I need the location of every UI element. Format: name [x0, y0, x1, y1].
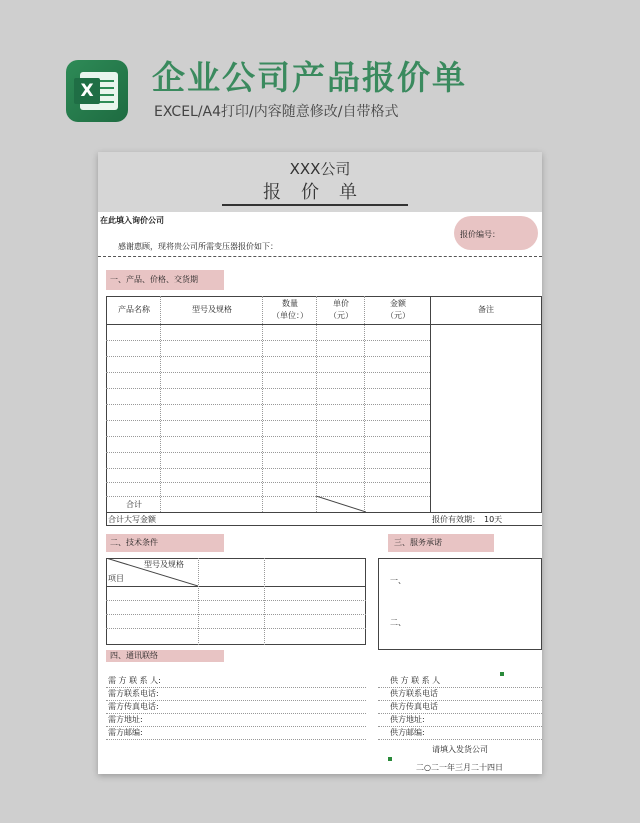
- row-line: [106, 452, 430, 453]
- column-separator: [198, 558, 199, 645]
- header-unit-price-unit: （元）: [329, 311, 353, 320]
- document-title: 报价单: [263, 182, 377, 203]
- section2-title: 二、技术条件: [110, 538, 158, 547]
- banner-title: 企业公司产品报价单: [152, 58, 467, 97]
- quote-number-label: 报价编号：: [460, 230, 500, 239]
- supplier-phone: 供方联系电话: [390, 689, 438, 698]
- table-border: [106, 586, 366, 587]
- row-line: [106, 372, 430, 373]
- row-line: [106, 356, 430, 357]
- service-box: [378, 558, 542, 650]
- section1-title: 一、产品、价格、交货期: [110, 275, 198, 284]
- row-line: [106, 388, 430, 389]
- total-label: 合计: [126, 500, 142, 509]
- row-line: [378, 700, 542, 701]
- row-line: [106, 436, 430, 437]
- section3-title: 三、服务承诺: [394, 538, 442, 547]
- service-item: 二、: [390, 618, 406, 627]
- buyer-fax: 需方传真电话:: [108, 702, 159, 711]
- company-name: XXX公司: [289, 160, 351, 178]
- title-underline: [222, 204, 408, 206]
- tech-header-item: 项目: [108, 574, 124, 583]
- section4-title: 四、通讯联络: [110, 651, 158, 660]
- divider: [98, 256, 542, 257]
- header-product-name: 产品名称: [118, 305, 150, 314]
- table-border: [106, 512, 542, 513]
- footer-company: 请填入发货公司: [432, 745, 488, 754]
- supplier-fax: 供方传真电话: [390, 702, 438, 711]
- service-item: 一、: [390, 576, 406, 585]
- row-line: [106, 420, 430, 421]
- validity-label: 报价有效期：: [432, 515, 480, 524]
- row-line: [106, 340, 430, 341]
- buyer-postcode: 需方邮编:: [108, 728, 143, 737]
- excel-logo-icon: [66, 60, 128, 122]
- table-border: [106, 324, 542, 325]
- header-unit-price: 单价: [333, 299, 349, 308]
- table-border: [106, 525, 542, 526]
- excel-badge: X: [74, 78, 100, 104]
- document-header: [98, 152, 542, 212]
- cell-marker: [388, 757, 392, 761]
- header-amount: 金额: [390, 299, 406, 308]
- header-amount-unit: （元）: [386, 311, 410, 320]
- row-line: [106, 600, 366, 601]
- total-diagonal: [316, 496, 366, 512]
- row-line: [106, 700, 366, 701]
- supplier-contact: 供 方 联 系 人: [390, 676, 441, 685]
- table-border: [106, 296, 107, 525]
- row-line: [106, 713, 366, 714]
- thanks-text: 感谢惠顾，现将贵公司所需变压器报价如下：: [118, 242, 278, 251]
- row-line: [378, 726, 542, 727]
- cell-marker: [500, 672, 504, 676]
- header-quantity: 数量: [282, 299, 298, 308]
- row-line: [106, 614, 366, 615]
- buyer-address: 需方地址:: [108, 715, 143, 724]
- supplier-address: 供方地址:: [390, 715, 425, 724]
- header-quantity-unit: （单位：）: [272, 311, 308, 320]
- banner-subtitle: EXCEL/A4打印/内容随意修改/自带格式: [154, 104, 399, 120]
- total-upper-amount-label: 合计大写金额: [108, 515, 156, 524]
- row-line: [106, 739, 366, 740]
- row-line: [106, 468, 430, 469]
- quotation-document: [98, 152, 542, 774]
- row-line: [106, 726, 366, 727]
- tech-header-model: 型号及规格: [144, 560, 184, 569]
- header-remarks: 备注: [478, 305, 494, 314]
- validity-value: 10天: [484, 515, 503, 524]
- buyer-phone: 需方联系电话:: [108, 689, 159, 698]
- header-model: 型号及规格: [192, 305, 232, 314]
- table-border: [541, 296, 542, 512]
- row-line: [106, 496, 430, 497]
- table-border: [106, 296, 542, 297]
- inquiry-company: 在此填入询价公司: [100, 216, 164, 225]
- footer-date: 二○二一年三月二十四日: [416, 763, 503, 772]
- row-line: [378, 713, 542, 714]
- row-line: [106, 404, 430, 405]
- row-line: [106, 687, 366, 688]
- table-border: [430, 296, 431, 512]
- row-line: [378, 687, 542, 688]
- row-line: [106, 482, 430, 483]
- column-separator: [264, 558, 265, 645]
- row-line: [106, 628, 366, 629]
- supplier-postcode: 供方邮编:: [390, 728, 425, 737]
- row-line: [378, 739, 542, 740]
- buyer-contact: 需 方 联 系 人:: [108, 676, 161, 685]
